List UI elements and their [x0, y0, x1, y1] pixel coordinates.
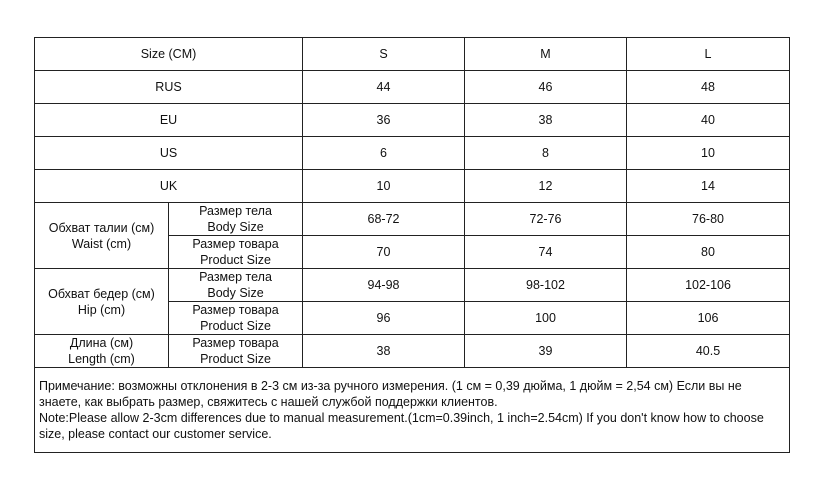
rus-m: 46 — [465, 71, 627, 104]
hip-label-en: Hip (cm) — [77, 302, 126, 317]
waist-body-size-label-en: Body Size — [207, 220, 264, 234]
rus-s: 44 — [303, 71, 465, 104]
us-label: US — [35, 137, 303, 170]
hip-body-m: 98-102 — [465, 269, 627, 302]
hip-product-s: 96 — [303, 302, 465, 335]
waist-body-l: 76-80 — [627, 203, 790, 236]
waist-body-size-label-ru: Размер тела — [199, 204, 272, 218]
length-product-m: 39 — [465, 335, 627, 368]
note-cell — [35, 368, 790, 453]
waist-label — [35, 203, 169, 269]
uk-l: 14 — [627, 170, 790, 203]
uk-s: 10 — [303, 170, 465, 203]
eu-m: 38 — [465, 104, 627, 137]
note-en: Note:Please allow 2-3cm differences due to manual measurement.(1cm=0.39inch, 1 inch=2.54cm) If you don't know how to choose size, please contact our customer service. — [39, 411, 764, 441]
size-chart-table — [34, 37, 790, 453]
hip-body-size-label-ru: Размер тела — [199, 270, 272, 284]
size-l-header: L — [627, 38, 790, 71]
length-product-l: 40.5 — [627, 335, 790, 368]
size-header-row — [35, 38, 790, 71]
hip-label — [35, 269, 169, 335]
waist-body-s: 68-72 — [303, 203, 465, 236]
length-label — [35, 335, 169, 368]
eu-s: 36 — [303, 104, 465, 137]
note-row — [35, 368, 790, 453]
length-label-ru: Длина (см) — [69, 336, 134, 350]
eu-row — [35, 104, 790, 137]
hip-body-size-label — [169, 269, 303, 302]
length-product-size-label-ru: Размер товара — [192, 336, 279, 350]
hip-body-size-label-en: Body Size — [207, 286, 264, 300]
size-m-header: M — [465, 38, 627, 71]
hip-label-ru: Обхват бедер (см) — [48, 286, 155, 301]
hip-body-s: 94-98 — [303, 269, 465, 302]
length-product-row — [35, 335, 790, 368]
uk-row — [35, 170, 790, 203]
waist-body-row — [35, 203, 790, 236]
us-m: 8 — [465, 137, 627, 170]
us-s: 6 — [303, 137, 465, 170]
hip-product-l: 106 — [627, 302, 790, 335]
rus-label: RUS — [35, 71, 303, 104]
length-product-s: 38 — [303, 335, 465, 368]
hip-body-row — [35, 269, 790, 302]
hip-body-l: 102-106 — [627, 269, 790, 302]
rus-row — [35, 71, 790, 104]
eu-l: 40 — [627, 104, 790, 137]
us-l: 10 — [627, 137, 790, 170]
hip-product-size-label — [169, 302, 303, 335]
note-ru: Примечание: возможны отклонения в 2-3 см из-за ручного измерения. (1 см = 0,39 дюйма, 1 дюйм = 2,54 см) Если вы не знаете, как выбрать размер, свяжитесь с нашей службой поддержки клиентов. — [39, 379, 742, 409]
waist-body-size-label — [169, 203, 303, 236]
waist-label-ru: Обхват талии (см) — [48, 220, 155, 235]
uk-label: UK — [35, 170, 303, 203]
size-header-label: Size (CM) — [35, 38, 303, 71]
uk-m: 12 — [465, 170, 627, 203]
waist-body-m: 72-76 — [465, 203, 627, 236]
waist-product-size-label-ru: Размер товара — [192, 237, 279, 251]
hip-product-size-label-en: Product Size — [200, 319, 271, 333]
eu-label: EU — [35, 104, 303, 137]
length-product-size-label-en: Product Size — [200, 352, 271, 366]
waist-product-size-label-en: Product Size — [200, 253, 271, 267]
length-product-size-label — [169, 335, 303, 368]
waist-product-l: 80 — [627, 236, 790, 269]
us-row — [35, 137, 790, 170]
waist-product-s: 70 — [303, 236, 465, 269]
hip-product-size-label-ru: Размер товара — [192, 303, 279, 317]
rus-l: 48 — [627, 71, 790, 104]
waist-label-en: Waist (cm) — [71, 236, 132, 251]
length-label-en: Length (cm) — [68, 352, 135, 366]
waist-product-m: 74 — [465, 236, 627, 269]
size-s-header: S — [303, 38, 465, 71]
hip-product-m: 100 — [465, 302, 627, 335]
waist-product-size-label — [169, 236, 303, 269]
